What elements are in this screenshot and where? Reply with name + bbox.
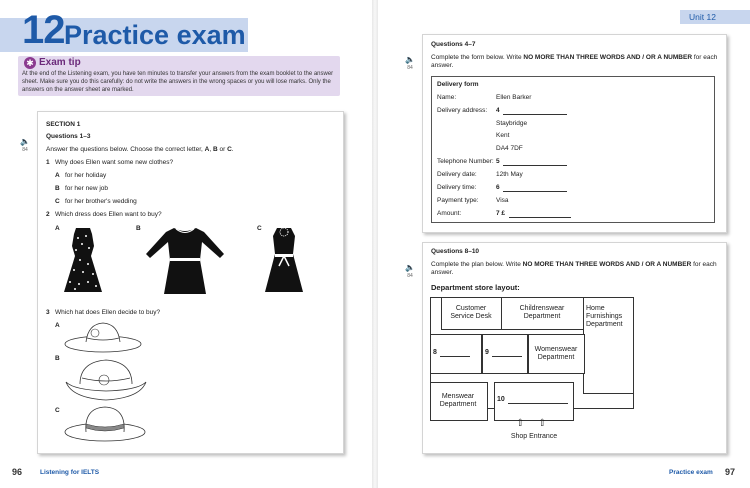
letter-a: A — [204, 146, 210, 153]
q3-number: 3 — [46, 309, 50, 316]
hat-a-image[interactable] — [62, 320, 144, 354]
room-label: Childrenswear Department — [519, 305, 565, 320]
page-title: Practice exam — [64, 20, 246, 50]
form-value: Staybridge — [496, 120, 528, 127]
audio-icon[interactable]: 🔈 84 — [20, 137, 30, 153]
form-label: Delivery time: — [437, 184, 477, 191]
questions-label: Questions 8–10 — [431, 248, 480, 255]
questions-label: Questions 4–7 — [431, 41, 476, 48]
answer-number: 8 — [433, 349, 437, 356]
q1-text: Why does Ellen want some new clothes? — [55, 159, 174, 166]
q3-option-c[interactable]: C — [55, 407, 60, 414]
answer-blank-9[interactable] — [492, 350, 522, 357]
letter-c: C — [227, 146, 232, 153]
room-label: Womenswear Department — [534, 346, 578, 361]
answer-number: 6 — [496, 184, 500, 191]
room-label: Customer Service Desk — [450, 305, 492, 320]
answer-number: 7 £ — [496, 210, 506, 217]
q4-7-instruction — [431, 54, 719, 70]
form-label: Payment type: — [437, 197, 479, 204]
instruction-text: Complete the plan below. Write — [431, 261, 523, 268]
room-label: Menswear Department — [439, 393, 477, 408]
q3-option-a[interactable]: A — [55, 322, 60, 329]
dress-c-image[interactable] — [263, 226, 305, 296]
section1-instruction — [46, 146, 234, 154]
form-value: Ellen Barker — [496, 94, 532, 101]
unit-number: 12 — [22, 8, 65, 52]
hat-b-image[interactable] — [62, 356, 150, 402]
chapter-title: Practice exam — [669, 469, 713, 476]
answer-number: 10 — [497, 396, 505, 403]
questions-label: Questions 1–3 — [46, 133, 91, 140]
book-spine — [372, 0, 378, 488]
q2-option-c[interactable]: C — [257, 225, 262, 232]
form-value: DA4 7DF — [496, 145, 523, 152]
q2-option-a[interactable]: A — [55, 225, 60, 232]
up-arrow-icon: ⇧ — [538, 418, 547, 429]
q1-number: 1 — [46, 159, 50, 166]
q1-option-letter[interactable]: A — [55, 172, 60, 179]
answer-number: 9 — [485, 349, 489, 356]
form-label: Delivery address: — [437, 107, 488, 114]
right-page-number: 97 — [725, 467, 736, 477]
q2-option-b[interactable]: B — [136, 225, 141, 232]
answer-blank-6[interactable] — [503, 185, 567, 192]
shop-entrance-label: Shop Entrance — [510, 433, 558, 440]
dress-a-image[interactable] — [62, 226, 104, 296]
q1-option-text[interactable]: for her new job — [65, 185, 108, 192]
instruction-bold: NO MORE THAN THREE WORDS AND / OR A NUMBER — [523, 54, 693, 61]
answer-number: 5 — [496, 158, 500, 165]
form-value: Visa — [496, 197, 509, 204]
up-arrow-icon: ⇧ — [516, 418, 525, 429]
q2-text: Which dress does Ellen want to buy? — [55, 211, 162, 218]
star-icon: ✱ — [24, 57, 36, 69]
form-value: Kent — [496, 132, 510, 139]
answer-blank-8[interactable] — [440, 350, 470, 357]
exam-tip-title: Exam tip — [39, 57, 81, 68]
left-page-number: 96 — [12, 467, 23, 477]
q1-option-text[interactable]: for her holiday — [65, 172, 107, 179]
letter-b: B — [212, 146, 218, 153]
answer-blank-4[interactable] — [503, 108, 567, 115]
form-label: Amount: — [437, 210, 462, 217]
dress-b-image[interactable] — [144, 226, 226, 298]
q3-option-b[interactable]: B — [55, 355, 60, 362]
separator: or — [217, 146, 228, 153]
audio-track: 84 — [407, 273, 413, 279]
form-label: Name: — [437, 94, 457, 101]
unit-label: Unit 12 — [689, 12, 716, 22]
separator: , — [209, 146, 213, 153]
q2-number: 2 — [46, 211, 50, 218]
q1-option-letter[interactable]: B — [55, 185, 60, 192]
form-label: Telephone Number: — [437, 158, 494, 165]
answer-blank-5[interactable] — [503, 159, 567, 166]
hat-c-image[interactable] — [62, 404, 148, 444]
exam-tip-body: At the end of the Listening exam, you have ten minutes to transfer your answers from the exam booklet to the answer sheet. Make sure you do this carefully: do not write the answers in the wrong spaces or you will lose marks. Only the answers on the answer sheet are marked. — [22, 71, 334, 93]
separator: . — [231, 146, 234, 153]
q1-option-text[interactable]: for her brother's wedding — [65, 198, 137, 205]
section-label: SECTION 1 — [46, 121, 81, 128]
room-label: Home Furnishings Department — [586, 305, 623, 328]
audio-icon[interactable]: 🔈 84 — [405, 263, 415, 279]
plan-title: Department store layout: — [431, 283, 520, 292]
instruction-text: Complete the form below. Write — [431, 54, 524, 61]
answer-blank-7[interactable] — [509, 211, 571, 218]
q1-option-letter[interactable]: C — [55, 198, 60, 205]
audio-track: 84 — [407, 65, 413, 71]
form-label: Delivery date: — [437, 171, 477, 178]
instruction-bold: NO MORE THAN THREE WORDS AND / OR A NUMBER — [522, 261, 692, 268]
form-value: 12th May — [496, 171, 523, 178]
instruction-text: for each answer. — [431, 54, 718, 69]
audio-icon[interactable]: 🔈 84 — [405, 55, 415, 71]
audio-track: 84 — [22, 147, 28, 153]
answer-blank-10[interactable] — [508, 397, 568, 404]
q3-text: Which hat does Ellen decide to buy? — [55, 309, 161, 316]
book-title: Listening for IELTS — [40, 469, 100, 476]
q8-10-instruction — [431, 261, 719, 277]
instruction-text: for each answer. — [431, 261, 717, 276]
form-title: Delivery form — [437, 81, 479, 88]
instruction-text: Answer the questions below. Choose the correct letter, — [46, 146, 205, 153]
answer-number: 4 — [496, 107, 500, 114]
